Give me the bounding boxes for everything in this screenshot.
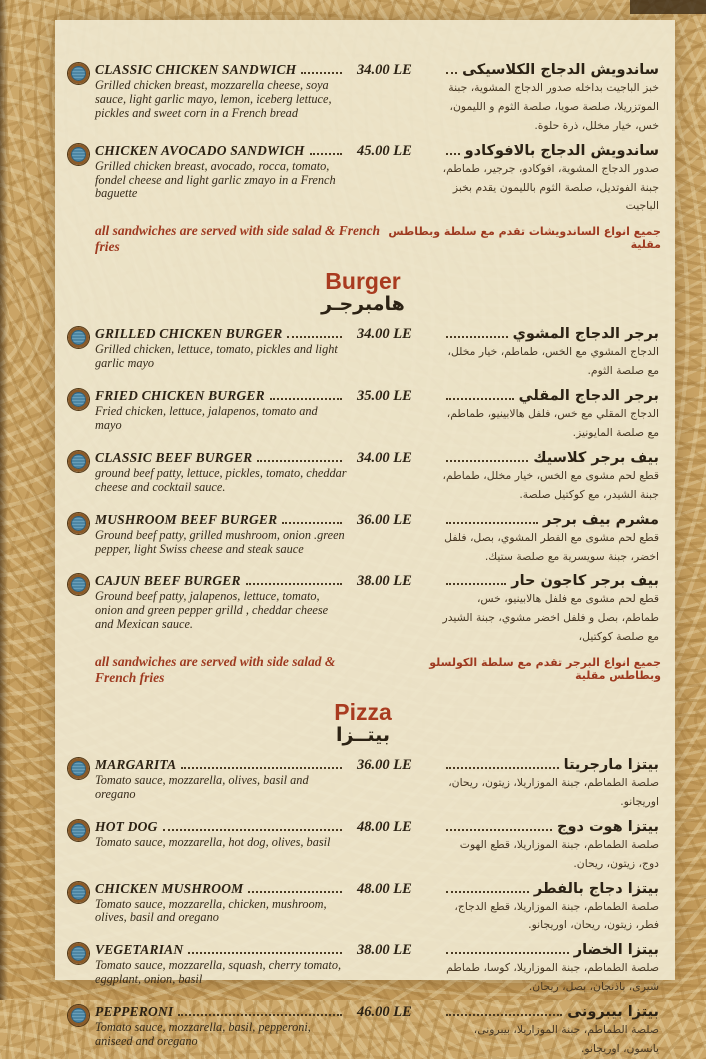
menu-item-row bbox=[65, 512, 661, 567]
item-name-ar: مشرم بيف برجر bbox=[542, 511, 659, 528]
item-name-en: CHICKEN AVOCADO SANDWICH bbox=[95, 142, 305, 158]
menu-item-row bbox=[65, 573, 661, 647]
dot-leader bbox=[181, 767, 342, 769]
item-desc-en: Tomato sauce, mozzarella, olives, basil and oregano bbox=[95, 773, 309, 801]
dot-leader bbox=[446, 583, 506, 585]
dot-leader bbox=[287, 336, 342, 338]
menu-sections bbox=[65, 62, 661, 1059]
menu-item-row bbox=[65, 388, 661, 443]
menu-item-row bbox=[65, 881, 661, 936]
item-desc-ar: صدور الدجاج المشوية، افوكادو، جرجير، طماطم، جبنة الفوتديل، صلصة الثوم بالليمون يقدم بخبز الباجيت bbox=[442, 161, 659, 213]
item-price: 38.00 LE bbox=[357, 573, 412, 590]
item-arabic-block bbox=[441, 573, 661, 647]
item-name-ar: ساندويش الدجاج الكلاسيكى bbox=[462, 62, 659, 78]
item-desc-ar: قطع لحم مشوى مع الخس، خيار مخلل، طماطم، جبنة الشيدر، مع كوكتيل صلصة. bbox=[442, 468, 659, 501]
item-desc-en: Fried chicken, lettuce, jalapenos, tomato and mayo bbox=[95, 404, 318, 432]
section-note bbox=[65, 223, 661, 255]
menu-section bbox=[65, 62, 661, 255]
item-name-en: HOT DOG bbox=[95, 818, 158, 834]
item-price: 38.00 LE bbox=[357, 942, 412, 959]
item-desc-en: Tomato sauce, mozzarella, basil, pepperoni, aniseed and oregano bbox=[95, 1020, 311, 1049]
item-desc-en: Tomato sauce, mozzarella, chicken, mushroom, olives, basil and oregano bbox=[95, 896, 327, 925]
item-name-ar: بيتزا هوت دوج bbox=[557, 818, 659, 835]
dot-leader bbox=[446, 153, 460, 155]
dot-leader bbox=[310, 153, 342, 155]
section-items bbox=[65, 62, 661, 216]
item-price: 34.00 LE bbox=[357, 62, 412, 78]
section-header bbox=[65, 700, 661, 747]
item-name-en: PEPPERONI bbox=[95, 1004, 174, 1020]
item-desc-en: Ground beef patty, grilled mushroom, onion .green pepper, light Swiss cheese and steak sauce bbox=[95, 527, 345, 556]
menu-item-row bbox=[65, 819, 661, 874]
item-desc-ar: قطع لحم مشوى مع الفطر المشوي، بصل، فلفل اخضر، جبنة سويسرية مع صلصة ستيك. bbox=[444, 530, 659, 563]
menu-section bbox=[65, 269, 661, 686]
dot-leader bbox=[178, 1014, 342, 1016]
item-name-ar: برجر الدجاج المقلي bbox=[518, 388, 659, 405]
item-english-block bbox=[95, 143, 347, 202]
item-desc-ar: صلصة الطماطم، جبنة الموزاريلا، قطع الدجاج، فطر، زيتون، ريحان، اوريجانو. bbox=[454, 899, 659, 932]
dot-leader bbox=[446, 829, 552, 831]
item-name-en: GRILLED CHICKEN BURGER bbox=[95, 326, 283, 342]
item-name-en: CHICKEN MUSHROOM bbox=[95, 880, 244, 896]
medallion-icon bbox=[68, 451, 89, 472]
item-desc-ar: خبز الباجيت بداخله صدور الدجاج المشوية، جبنة الموتزريلا، صلصة صويا، صلصة الثوم و الليمون، خس، خيار مخلل، ذرة حلوة. bbox=[448, 81, 659, 132]
item-arabic-block bbox=[441, 143, 661, 217]
menu-item-row bbox=[65, 143, 661, 217]
medallion-icon bbox=[68, 63, 89, 84]
item-arabic-block bbox=[441, 62, 661, 136]
medallion-icon bbox=[68, 820, 89, 841]
medallion-icon bbox=[68, 513, 89, 534]
note-en: all sandwiches are served with side salad & French fries bbox=[95, 654, 336, 686]
item-price: 46.00 LE bbox=[357, 1004, 412, 1021]
dot-leader bbox=[446, 522, 538, 524]
item-english-block bbox=[95, 942, 347, 987]
medallion-icon bbox=[68, 389, 89, 410]
menu-item-row bbox=[65, 326, 661, 381]
item-price: 48.00 LE bbox=[357, 818, 412, 835]
dot-leader bbox=[446, 767, 559, 769]
item-name-en: FRIED CHICKEN BURGER bbox=[95, 388, 265, 404]
item-english-block bbox=[95, 326, 347, 371]
medallion-icon bbox=[68, 1005, 89, 1026]
dot-leader bbox=[270, 398, 342, 400]
item-english-block bbox=[95, 512, 347, 557]
medallion-icon bbox=[68, 327, 89, 348]
item-arabic-block bbox=[441, 1004, 661, 1059]
section-note bbox=[65, 654, 661, 686]
note-ar: جميع انواع البرجر تقدم مع سلطة الكولسلو وبطاطس مقلية bbox=[429, 656, 661, 683]
item-desc-en: Tomato sauce, mozzarella, squash, cherry tomato, eggplant, onion, basil bbox=[95, 958, 342, 987]
dot-leader bbox=[446, 398, 514, 400]
dot-leader bbox=[257, 460, 342, 462]
dot-leader bbox=[446, 460, 528, 462]
dot-leader bbox=[446, 336, 508, 338]
medallion-icon bbox=[68, 574, 89, 595]
dot-leader bbox=[282, 522, 342, 524]
item-price: 35.00 LE bbox=[357, 388, 412, 405]
medallion-icon bbox=[68, 882, 89, 903]
item-desc-en: Grilled chicken, lettuce, tomato, pickles and light garlic mayo bbox=[95, 342, 338, 371]
item-english-block bbox=[95, 573, 347, 632]
item-arabic-block bbox=[441, 757, 661, 812]
dot-leader bbox=[188, 952, 342, 954]
item-price: 34.00 LE bbox=[357, 449, 412, 466]
photo-left-edge-shadow bbox=[0, 0, 8, 1000]
section-title-en: Pizza bbox=[334, 699, 392, 726]
note-en: all sandwiches are served with side salad & French fries bbox=[95, 223, 381, 255]
item-english-block bbox=[95, 1004, 347, 1049]
item-desc-en: Grilled chicken breast, mozzarella cheese, soya sauce, light garlic mayo, lemon, iceberg lettuce, pickles and sweet corn in a French bread bbox=[95, 78, 332, 120]
item-name-en: MARGARITA bbox=[95, 757, 177, 773]
item-english-block bbox=[95, 819, 347, 850]
menu-section bbox=[65, 700, 661, 1059]
item-desc-ar: الدجاج المشوي مع الخس، طماطم، خيار مخلل، مع صلصة الثوم. bbox=[447, 345, 659, 378]
item-english-block bbox=[95, 388, 347, 433]
medallion-icon bbox=[68, 758, 89, 779]
menu-item-row bbox=[65, 942, 661, 997]
item-name-en: CLASSIC BEEF BURGER bbox=[95, 449, 253, 465]
medallion-icon bbox=[68, 144, 89, 165]
item-arabic-block bbox=[441, 388, 661, 443]
section-title-ar: هامبرجـر bbox=[321, 293, 405, 316]
item-name-en: MUSHROOM BEEF BURGER bbox=[95, 511, 278, 527]
item-english-block bbox=[95, 881, 347, 926]
item-desc-ar: صلصة الطماطم، جبنة الموزاريلا، كوسا، طماطم شيرى، باذنجان، بصل، ريحان. bbox=[446, 961, 659, 994]
dot-leader bbox=[248, 891, 342, 893]
photo-top-right-edge bbox=[630, 0, 706, 14]
item-desc-en: Tomato sauce, mozzarella, hot dog, olives, basil bbox=[95, 834, 331, 849]
item-price: 48.00 LE bbox=[357, 880, 412, 897]
item-arabic-block bbox=[441, 326, 661, 381]
item-name-ar: بيتزا بيبرونى bbox=[567, 1004, 659, 1021]
menu-item-row bbox=[65, 62, 661, 136]
item-desc-ar: قطع لحم مشوى مع فلفل هالابينيو، خس، طماطم، بصل و فلفل اخضر مشوي، جبنة الشيدر مع صلصة كوكتيل، bbox=[442, 592, 659, 644]
item-arabic-block bbox=[441, 942, 661, 997]
menu-item-row bbox=[65, 1004, 661, 1059]
item-price: 45.00 LE bbox=[357, 142, 412, 159]
item-english-block bbox=[95, 757, 347, 802]
item-arabic-block bbox=[441, 881, 661, 936]
dot-leader bbox=[446, 1014, 562, 1016]
dot-leader bbox=[446, 891, 529, 893]
item-desc-ar: صلصة الطماطم، جبنة الموزاريلا، زيتون، ريحان، اوريجانو. bbox=[448, 776, 659, 808]
item-name-en: CLASSIC CHICKEN SANDWICH bbox=[95, 62, 297, 77]
item-name-ar: بيتزا دجاج بالفطر bbox=[533, 880, 659, 897]
item-name-ar: بيف برجر كلاسيك bbox=[533, 449, 659, 466]
item-english-block bbox=[95, 450, 347, 495]
dot-leader bbox=[446, 72, 457, 74]
item-arabic-block bbox=[441, 450, 661, 505]
note-ar: جميع انواع الساندويشات تقدم مع سلطة وبطاطس مقلية bbox=[388, 225, 661, 252]
item-arabic-block bbox=[441, 512, 661, 567]
section-title-en: Burger bbox=[325, 268, 401, 295]
section-items bbox=[65, 757, 661, 1059]
item-name-en: CAJUN BEEF BURGER bbox=[95, 573, 241, 589]
item-desc-en: ground beef patty, lettuce, pickles, tomato, cheddar cheese and cocktail sauce. bbox=[95, 465, 347, 494]
item-price: 34.00 LE bbox=[357, 326, 412, 343]
item-name-ar: بيتزا الخضار bbox=[573, 942, 659, 959]
item-desc-ar: الدجاج المقلي مع خس، فلفل هالابينيو، طماطم، مع صلصة المايونيز. bbox=[446, 407, 659, 439]
section-title-ar: بيتــزا bbox=[336, 724, 390, 747]
item-price: 36.00 LE bbox=[357, 511, 412, 528]
dot-leader bbox=[246, 583, 342, 585]
dot-leader bbox=[446, 952, 569, 954]
medallion-icon bbox=[68, 943, 89, 964]
dot-leader bbox=[301, 72, 342, 74]
item-name-ar: بيتزا مارجريتا bbox=[563, 757, 659, 774]
menu-page bbox=[55, 20, 675, 1056]
item-name-ar: ساندويش الدجاج بالافوكادو bbox=[464, 142, 659, 159]
item-desc-ar: صلصة الطماطم، جبنة الموزاريلا، بيبرونى، يانسون، اوريجانو. bbox=[473, 1023, 659, 1056]
section-header bbox=[65, 269, 661, 316]
dot-leader bbox=[163, 829, 342, 831]
menu-item-row bbox=[65, 450, 661, 505]
item-desc-en: Grilled chicken breast, avocado, rocca, tomato, fondel cheese and light garlic zmayo in a French baguette bbox=[95, 158, 336, 201]
item-english-block bbox=[95, 62, 347, 121]
item-name-ar: برجر الدجاج المشوي bbox=[512, 326, 659, 343]
item-name-ar: بيف برجر كاجون حار bbox=[511, 573, 659, 590]
item-price: 36.00 LE bbox=[357, 757, 412, 774]
item-desc-ar: صلصة الطماطم، جبنة الموزاريلا، قطع الهوت دوج، زيتون، ريحان. bbox=[459, 837, 659, 870]
item-desc-en: Ground beef patty, jalapenos, lettuce, tomato, onion and green pepper grilld , cheddar cheese and Mexican sauce. bbox=[95, 589, 329, 632]
section-items bbox=[65, 326, 661, 647]
menu-item-row bbox=[65, 757, 661, 812]
item-name-en: VEGETARIAN bbox=[95, 942, 184, 958]
item-arabic-block bbox=[441, 819, 661, 874]
